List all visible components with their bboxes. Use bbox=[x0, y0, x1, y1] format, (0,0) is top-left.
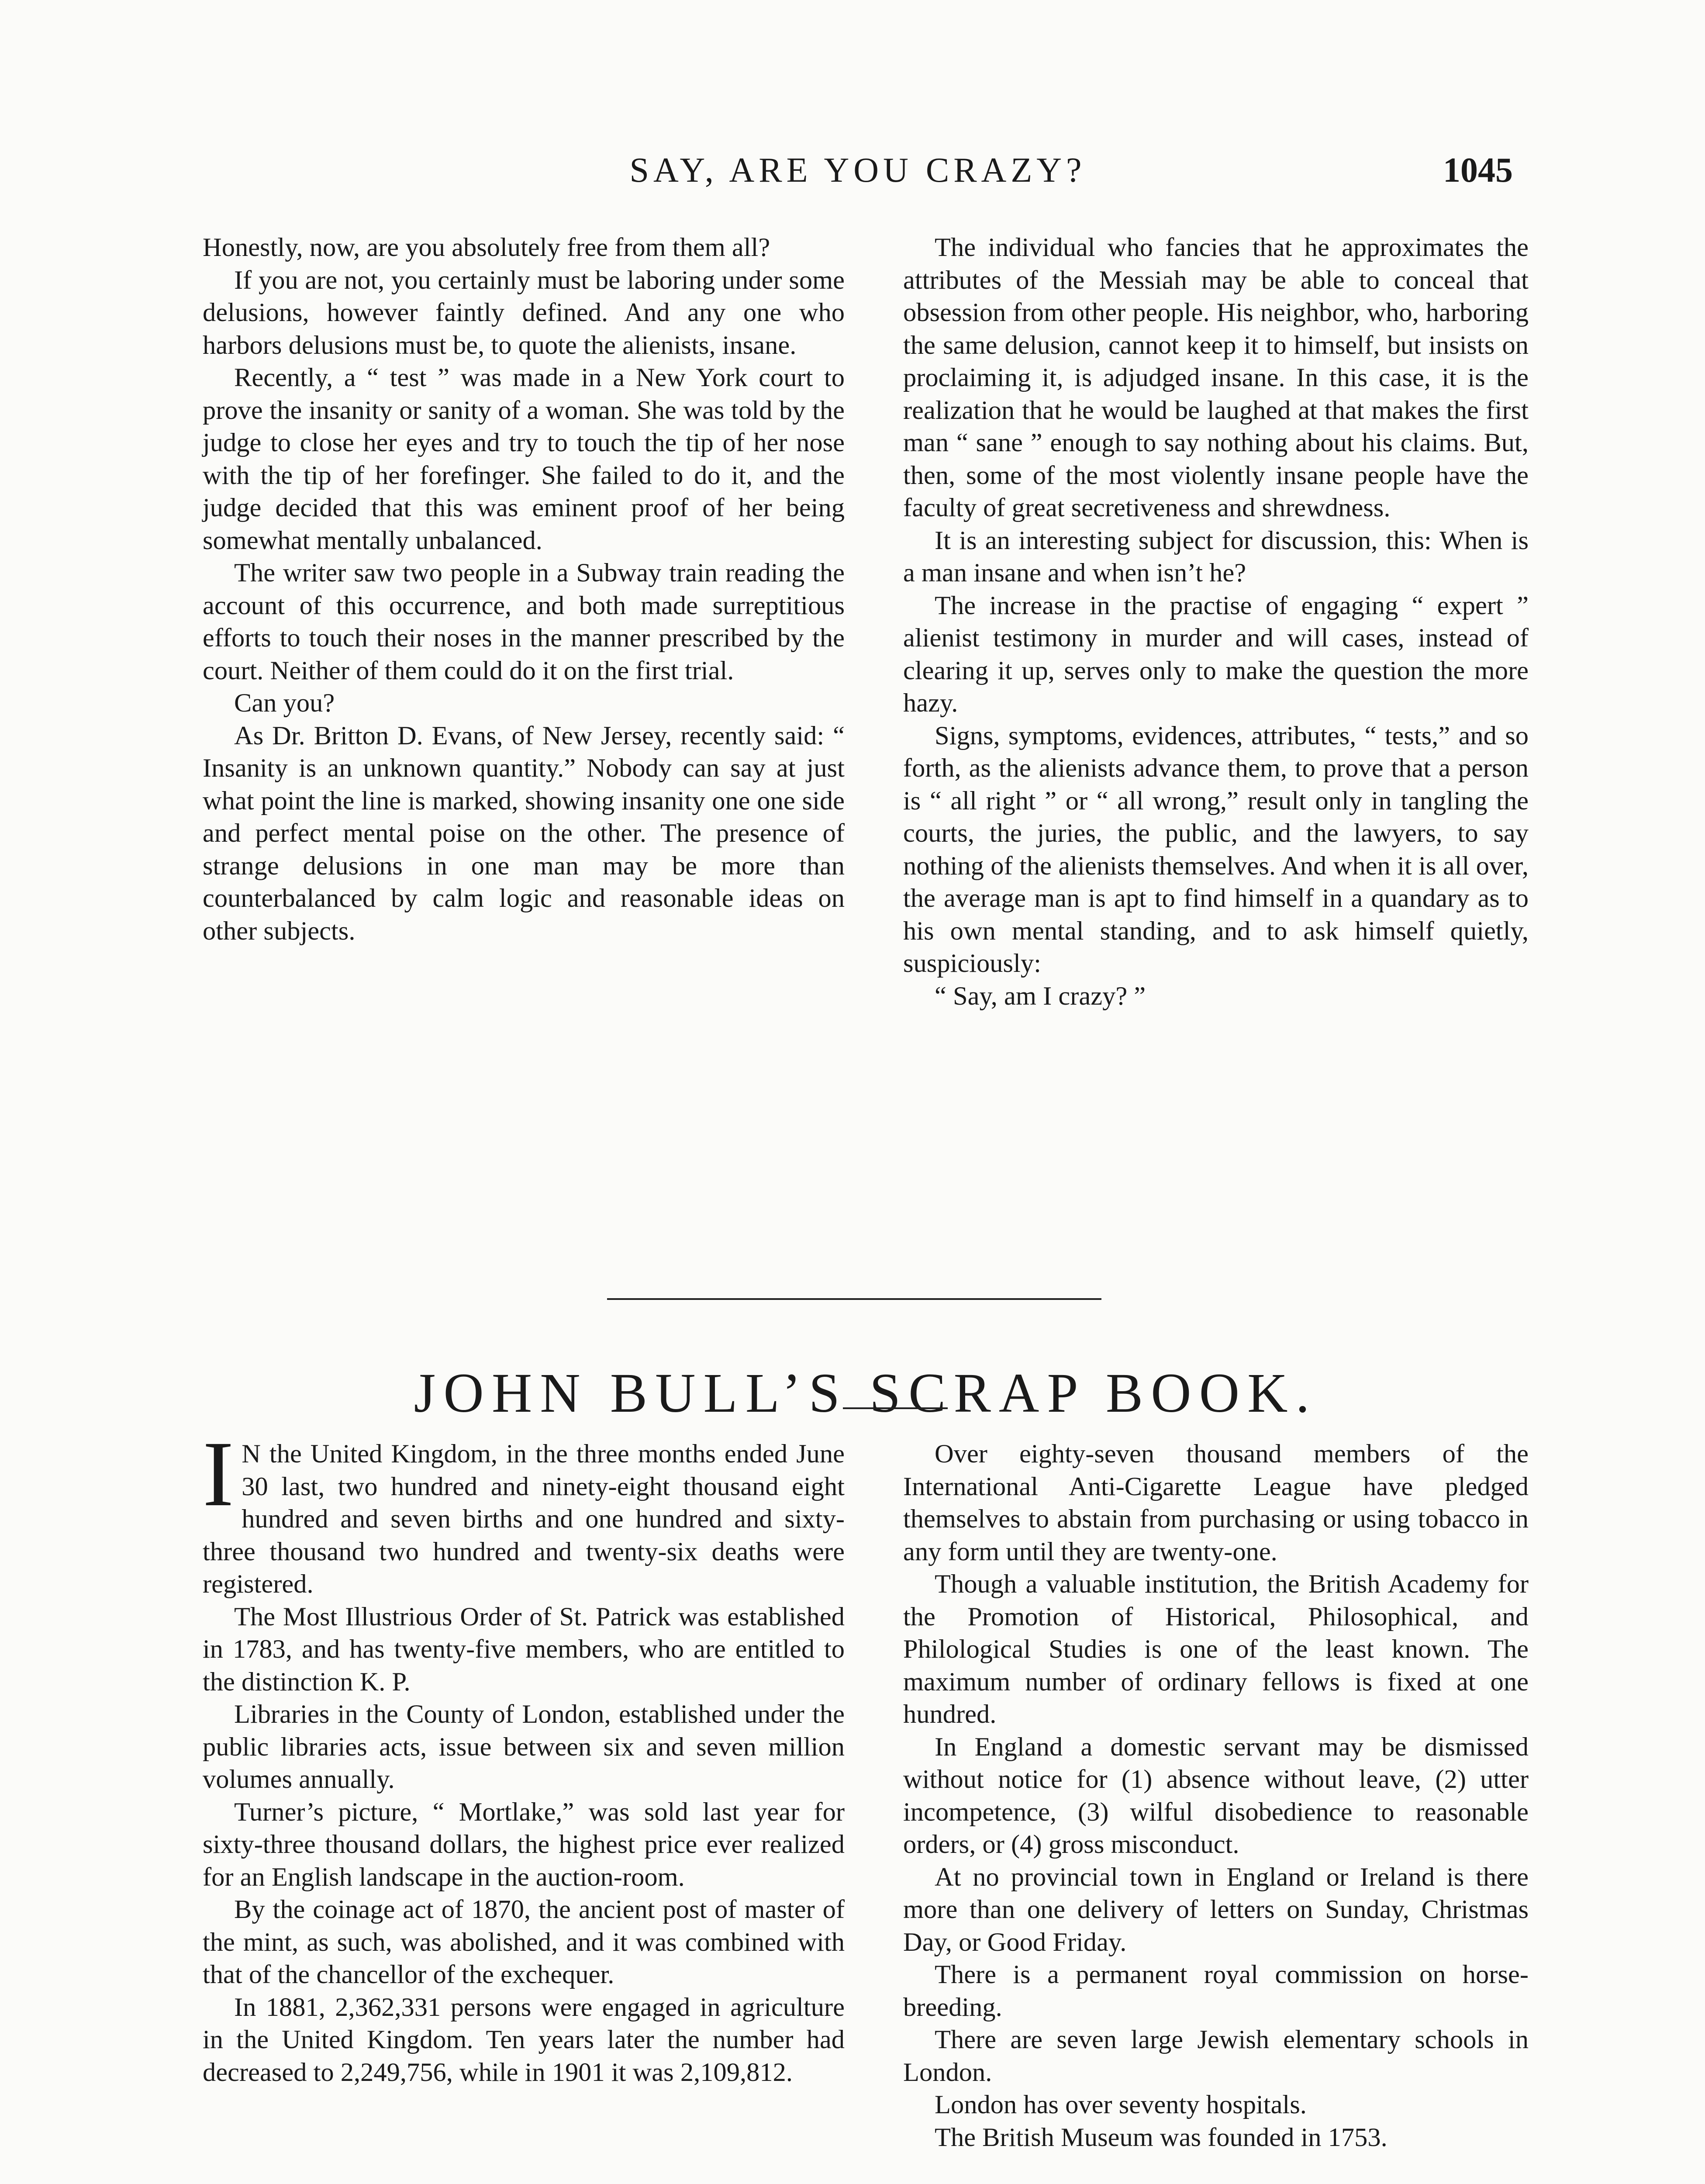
page-number: 1045 bbox=[1443, 151, 1513, 190]
paragraph: The increase in the practise of engaging “ expert ” alienist testimony in murder and will cases, instead of clearing it up, serves only to make the question the more hazy. bbox=[903, 591, 1529, 718]
paragraph: London has over seventy hospitals. bbox=[935, 2090, 1307, 2119]
article1-right-column bbox=[903, 232, 1529, 1013]
section-divider bbox=[607, 1298, 1101, 1300]
running-title: SAY, ARE YOU CRAZY? bbox=[629, 151, 1086, 190]
paragraph: The British Museum was founded in 1753. bbox=[935, 2122, 1387, 2152]
paragraph: It is an interesting subject for discussion, this: When is a man insane and when isn’t he? bbox=[903, 525, 1529, 587]
paragraph: There are seven large Jewish elementary schools in London. bbox=[903, 2025, 1529, 2087]
paragraph: By the coinage act of 1870, the ancient post of master of the mint, as such, was abolished, and it was combined with that of the chancellor of the exchequer. bbox=[203, 1895, 845, 1989]
paragraph: In England a domestic servant may be dismissed without notice for (1) absence without leave, (2) utter incompetence, (3) wilful disobedience to reasonable orders, or (4) gross misconduct. bbox=[903, 1732, 1529, 1859]
paragraph: There is a permanent royal commission on horse-breeding. bbox=[903, 1960, 1529, 2022]
paragraph: Libraries in the County of London, established under the public libraries acts, issue between six and seven million volumes annually. bbox=[203, 1700, 845, 1794]
title-underline bbox=[843, 1407, 948, 1409]
paragraph: If you are not, you certainly must be laboring under some delusions, however faintly defined. And any one who harbors delusions must be, to quote the alienists, insane. bbox=[203, 265, 845, 360]
paragraph: Recently, a “ test ” was made in a New York court to prove the insanity or sanity of a woman. She was told by the judge to close her eyes and try to touch the tip of her nose with the tip of her forefinger. She failed to do it, and the judge decided that this was eminent proof of her being somewhat mentally unbalanced. bbox=[203, 363, 845, 555]
section-title: JOHN BULL’S SCRAP BOOK. bbox=[414, 1362, 1318, 1424]
paragraph: At no provincial town in England or Ireland is there more than one delivery of letters on Sunday, Christmas Day, or Good Friday. bbox=[903, 1862, 1529, 1957]
paragraph bbox=[203, 1422, 845, 1601]
article1-left-column bbox=[203, 232, 845, 947]
paragraph: The writer saw two people in a Subway train reading the account of this occurrence, and both made surreptitious efforts to touch their noses in the manner prescribed by the court. Neither of them could do it on the first trial. bbox=[203, 558, 845, 685]
paragraph: In 1881, 2,362,331 persons were engaged in agriculture in the United Kingdom. Ten years later the number had decreased to 2,249,756, while in 1901 it was 2,109,812. bbox=[203, 1992, 845, 2087]
page-header bbox=[203, 151, 1513, 203]
paragraph: Signs, symptoms, evidences, attributes, “ tests,” and so forth, as the alienists advance them, to prove that a person is “ all right ” or “ all wrong,” result only in tangling the courts, the juries, the public, and the lawyers, to say nothing of the alienists themselves. And when it is all over, the average man is apt to find himself in a quandary as to his own mental standing, and to ask himself quietly, suspiciously: bbox=[903, 721, 1529, 978]
paragraph: Though a valuable institution, the British Academy for the Promotion of Historical, Philosophical, and Philological Studies is one of the least known. The maximum number of ordinary fellows is fixed at one hundred. bbox=[903, 1569, 1529, 1729]
paragraph-text: N the United Kingdom, in the three months ended June 30 last, two hundred and ninety-eight thousand eight hundred and seven births and one hundred and sixty-three thousand two hundred and twenty-six deaths were registered. bbox=[203, 1439, 845, 1599]
paragraph: The Most Illustrious Order of St. Patrick was established in 1783, and has twenty-five members, who are entitled to the distinction K. P. bbox=[203, 1602, 845, 1697]
paragraph: Can you? bbox=[234, 688, 335, 718]
paragraph: Turner’s picture, “ Mortlake,” was sold last year for sixty-three thousand dollars, the highest price ever realized for an English landscape in the auction-room. bbox=[203, 1797, 845, 1892]
article2-right-column bbox=[903, 1438, 1529, 2154]
paragraph: Honestly, now, are you absolutely free from them all? bbox=[203, 233, 770, 262]
paragraph: As Dr. Britton D. Evans, of New Jersey, recently said: “ Insanity is an unknown quantity.” Nobody can say at just what point the line is marked, showing insanity one one side and perfect mental poise on the other. The presence of strange delusions in one man may be more than counterbalanced by calm logic and reasonable ideas on other subjects. bbox=[203, 721, 845, 946]
paragraph: “ Say, am I crazy? ” bbox=[935, 981, 1146, 1011]
paragraph: The individual who fancies that he approximates the attributes of the Messiah may be able to conceal that obsession from other people. His neighbor, who, harboring the same delusion, cannot keep it to himself, but insists on proclaiming it, is adjudged insane. In this case, it is the realization that he would be laughed at that makes the first man “ sane ” enough to say nothing about his claims. But, then, some of the most violently insane people have the faculty of great secretiveness and shrewdness. bbox=[903, 233, 1529, 522]
article2-left-column bbox=[203, 1422, 845, 2089]
paragraph: Over eighty-seven thousand members of the International Anti-Cigarette League have pledged themselves to abstain from purchasing or using tobacco in any form until they are twenty-one. bbox=[903, 1439, 1529, 1566]
drop-cap: I bbox=[203, 1422, 234, 1526]
